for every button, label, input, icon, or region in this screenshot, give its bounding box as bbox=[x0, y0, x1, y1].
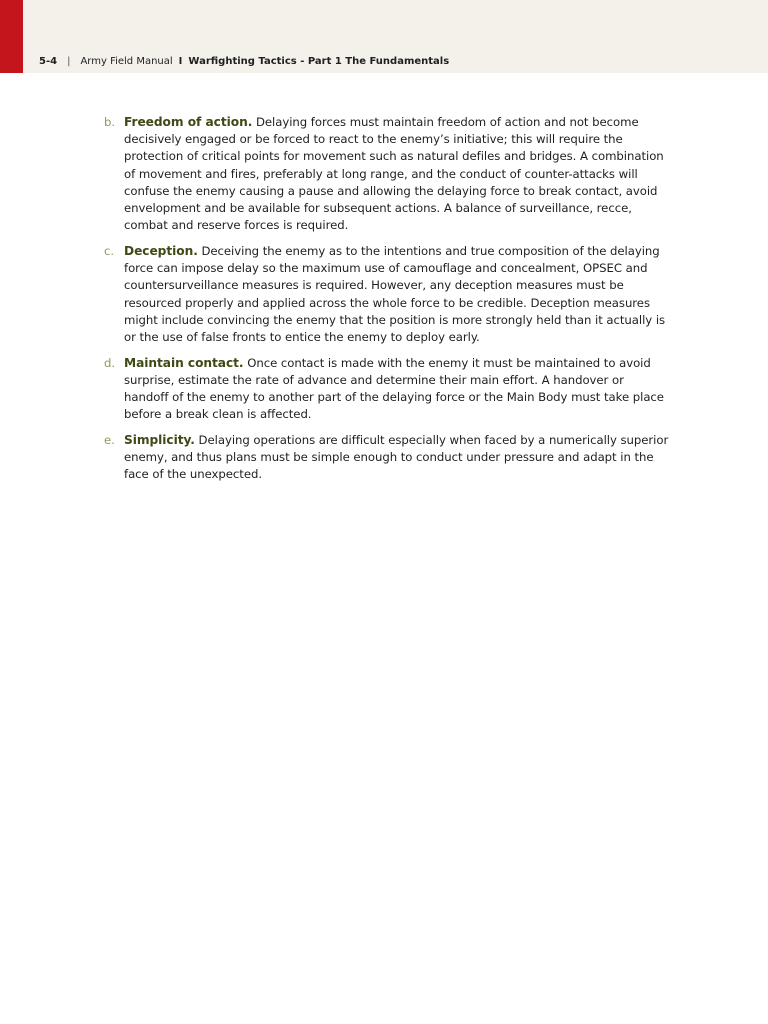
list-item-maintain-contact bbox=[104, 355, 670, 424]
item-letter: b. bbox=[104, 115, 116, 129]
chapter-title: Warfighting Tactics - Part 1 The Fundamentals bbox=[188, 56, 450, 67]
list-item-simplicity bbox=[104, 432, 670, 484]
header-separator: | bbox=[67, 56, 71, 67]
running-header bbox=[39, 56, 449, 68]
item-letter: d. bbox=[104, 355, 116, 370]
item-letter: c. bbox=[104, 243, 115, 258]
item-body: Deceiving the enemy as to the intentions and true composition of the delaying force can impose delay so the maximum use of camouflage and concealment, OPSEC and countersurveillance measures is required. However, any deception measures must be resourced properly and applied across the whole force to be credible. Deception measures might include convincing the enemy that the position is more strongly held than it actually is or the use of false fronts to entice the enemy to deploy early. bbox=[124, 243, 666, 344]
item-body: Delaying forces must maintain freedom of action and not become decisively engaged or be forced to react to the enemy’s initiative; this will require the protection of critical points for movement such as natural defiles and bridges. A combination of movement and fires, preferably at long range, and the conduct of counter-attacks will confuse the enemy causing a pause and allowing the delaying force to break contact, avoid envelopment and be available for subsequent actions. A balance of surveillance, recce, combat and reserve forces is required. bbox=[124, 115, 664, 233]
publication-title: Army Field Manual bbox=[80, 56, 173, 67]
list-item-freedom-of-action bbox=[104, 114, 670, 234]
item-body: Delaying operations are difficult especially when faced by a numerically superior enemy, and thus plans must be simple enough to conduct under pressure and adapt in the face of the unexpected. bbox=[124, 432, 669, 482]
item-heading: Freedom of action. bbox=[124, 115, 253, 129]
item-heading: Simplicity. bbox=[124, 432, 195, 447]
item-heading: Maintain contact. bbox=[124, 355, 244, 370]
page-number: 5-4 bbox=[39, 56, 58, 67]
chapter-color-tab bbox=[0, 0, 23, 73]
item-heading: Deception. bbox=[124, 243, 198, 258]
list-item-deception bbox=[104, 243, 670, 346]
item-body: Once contact is made with the enemy it must be maintained to avoid surprise, estimate the rate of advance and determine their main effort. A handover or handoff of the enemy to another part of the delaying force or the Main Body must take place before a break clean is affected. bbox=[124, 355, 664, 422]
item-letter: e. bbox=[104, 432, 115, 447]
header-bar: I bbox=[178, 56, 183, 67]
main-content bbox=[104, 114, 670, 492]
